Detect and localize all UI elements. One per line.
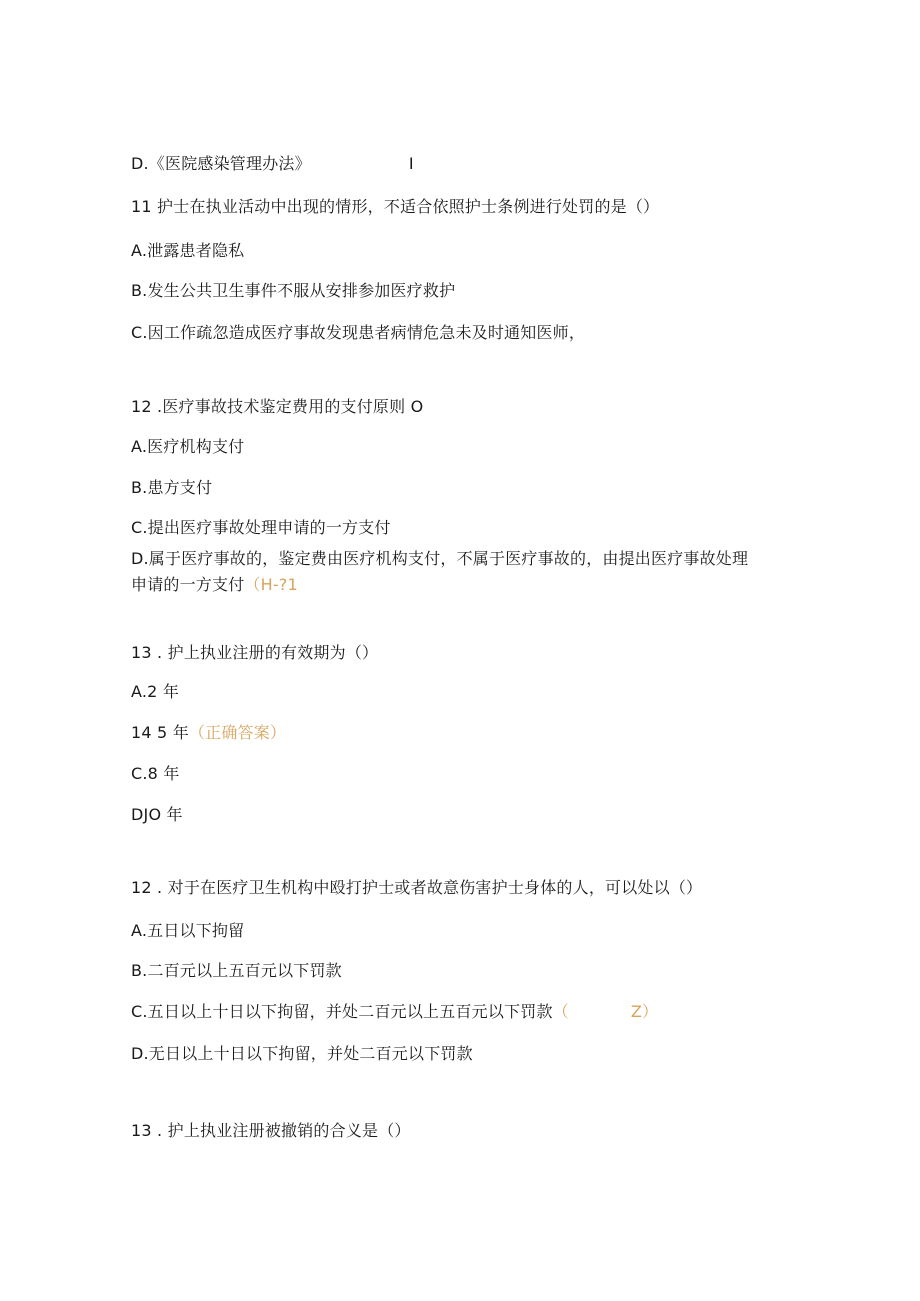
answer-mark-close: Z） xyxy=(630,1002,659,1021)
answer-mark: （H-?1 xyxy=(244,575,298,594)
question-12-option-d-continued xyxy=(131,574,298,596)
option-text: D.《医院感染管理办法》 xyxy=(131,154,311,173)
question-10-option-d xyxy=(131,153,414,175)
question-13-option-d: DJO 年 xyxy=(131,805,183,824)
question-12-option-d: D.属于医疗事故的，鉴定费由医疗机构支付，不属于医疗事故的，由提出医疗事故处理 xyxy=(131,549,749,568)
stray-mark: I xyxy=(408,154,414,173)
answer-mark-open: （ xyxy=(552,1002,569,1021)
question-11-option-a: A.泄露患者隐私 xyxy=(131,241,245,260)
question-13-text: 13 . 护上执业注册的有效期为（） xyxy=(131,643,379,662)
question-13-option-a: A.2 年 xyxy=(131,682,180,701)
option-text: C.五日以上十日以下拘留，并处二百元以上五百元以下罚款 xyxy=(131,1002,553,1021)
question-12-text: 12 .医疗事故技术鉴定费用的支付原则 O xyxy=(131,397,424,416)
correct-answer-label: （正确答案） xyxy=(188,723,287,742)
question-12-option-c: C.提出医疗事故处理申请的一方支付 xyxy=(131,518,391,537)
question-11-option-c: C.因工作疏忽造成医疗事故发现患者病情危急未及时通知医师， xyxy=(131,323,586,342)
option-text: 14 5 年 xyxy=(131,723,189,742)
question-14-option-a: A.五日以下拘留 xyxy=(131,921,245,940)
question-14-option-d: D.无日以上十日以下拘留，并处二百元以下罚款 xyxy=(131,1044,473,1063)
question-13-option-c: C.8 年 xyxy=(131,764,180,783)
question-13-option-b xyxy=(131,722,286,744)
question-11-option-b: B.发生公共卫生事件不服从安排参加医疗救护 xyxy=(131,281,456,300)
question-12-option-b: B.患方支付 xyxy=(131,478,213,497)
question-14-text: 12 . 对于在医疗卫生机构中殴打护士或者故意伤害护士身体的人，可以处以（） xyxy=(131,878,703,897)
question-14-option-b: B.二百元以上五百元以下罚款 xyxy=(131,961,342,980)
option-text: 申请的一方支付 xyxy=(131,575,245,594)
question-12-option-a: A.医疗机构支付 xyxy=(131,437,245,456)
question-11-text: 11 护士在执业活动中出现的情形，不适合依照护士条例进行处罚的是（） xyxy=(131,197,660,216)
question-14-option-c xyxy=(131,1001,658,1023)
question-15-text: 13 . 护上执业注册被撤销的合义是（） xyxy=(131,1121,411,1140)
